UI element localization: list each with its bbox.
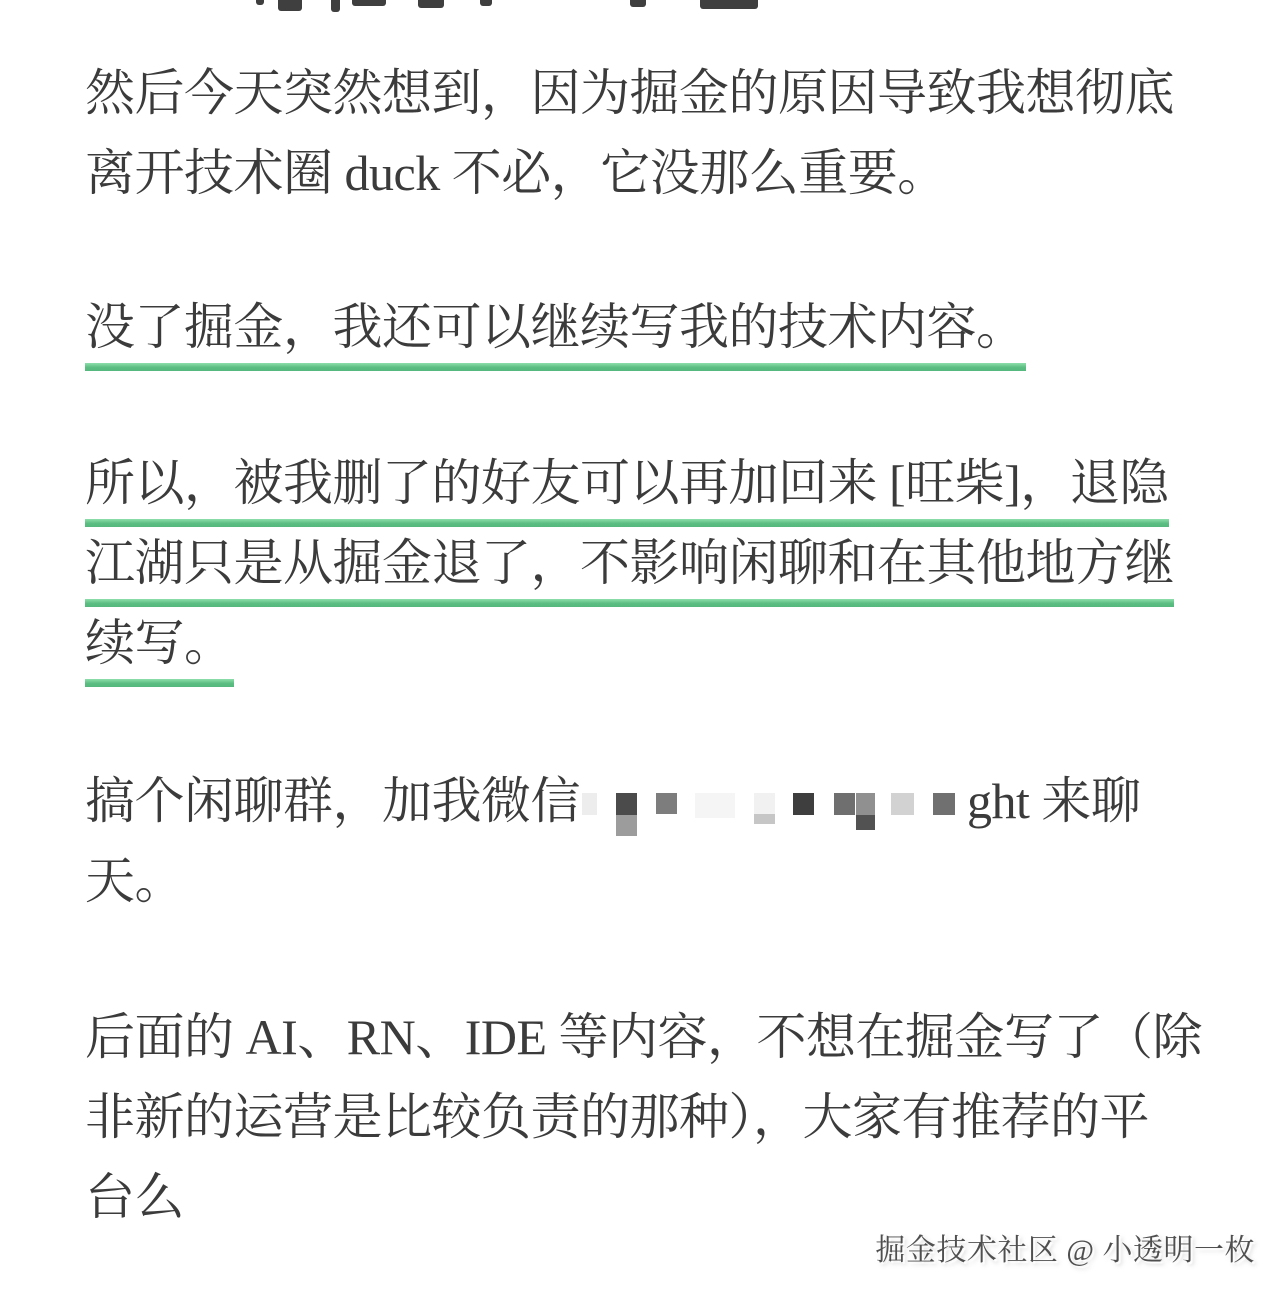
pixel-block <box>793 793 814 815</box>
pixel-block <box>933 793 955 815</box>
text-segment: 然后今天突然想到，因为掘金的原因导致我想彻底 <box>85 65 1174 121</box>
pixel-block <box>616 793 637 815</box>
cropped-text-fragments <box>0 0 1279 14</box>
text-segment: 后面的 AI、RN、IDE 等内容，不想在掘金写了（除 <box>85 1009 1203 1065</box>
pixel-block <box>582 793 597 815</box>
text-segment: ght 来聊 <box>967 773 1141 829</box>
pixel-block <box>656 793 677 814</box>
text-line <box>85 1077 1195 1157</box>
underlined-text: 续写。 <box>85 603 234 687</box>
paragraph <box>85 289 1195 369</box>
text-line <box>85 761 1195 841</box>
pixel-block <box>754 814 775 824</box>
glyph-fragment <box>256 0 264 5</box>
text-line <box>85 525 1195 605</box>
glyph-fragment <box>630 0 646 7</box>
text-segment: 台么 <box>85 1169 184 1225</box>
text-line <box>85 997 1203 1077</box>
glyph-fragment <box>278 0 302 11</box>
pixel-block <box>616 815 637 836</box>
glyph-fragment <box>480 0 492 6</box>
redacted-wechat-id <box>582 793 955 836</box>
paragraph <box>85 997 1203 1237</box>
text-line <box>85 133 1195 213</box>
text-segment: 离开技术圈 duck 不必，它没那么重要。 <box>85 145 947 201</box>
text-segment: 非新的运营是比较负责的那种），大家有推荐的平 <box>85 1089 1149 1145</box>
text-line <box>85 53 1195 133</box>
paragraph <box>85 445 1195 685</box>
pixel-block <box>891 793 914 815</box>
underlined-text: 所以，被我删了的好友可以再加回来 [旺柴]，退隐 <box>85 443 1169 527</box>
pixel-block <box>856 793 875 815</box>
pixel-block <box>856 815 875 830</box>
underlined-text: 江湖只是从掘金退了，不影响闲聊和在其他地方继 <box>85 523 1174 607</box>
text-segment: 搞个闲聊群，加我微信 <box>85 773 580 829</box>
post-text <box>85 53 1203 1313</box>
glyph-fragment <box>352 0 386 6</box>
glyph-fragment <box>700 0 758 9</box>
text-line <box>85 289 1195 369</box>
paragraph <box>85 53 1195 213</box>
paragraph <box>85 761 1195 921</box>
community-watermark: 掘金技术社区 @ 小透明一枚 <box>875 1234 1255 1267</box>
glyph-fragment <box>418 0 444 8</box>
pixel-block <box>834 793 855 815</box>
pixel-block <box>754 793 775 814</box>
text-line <box>85 605 1195 685</box>
text-line <box>85 841 1195 921</box>
text-line <box>85 445 1195 525</box>
underlined-text: 没了掘金，我还可以继续写我的技术内容。 <box>85 287 1026 371</box>
pixel-block <box>695 793 735 818</box>
glyph-fragment <box>331 0 340 12</box>
text-segment: 天。 <box>85 853 184 909</box>
